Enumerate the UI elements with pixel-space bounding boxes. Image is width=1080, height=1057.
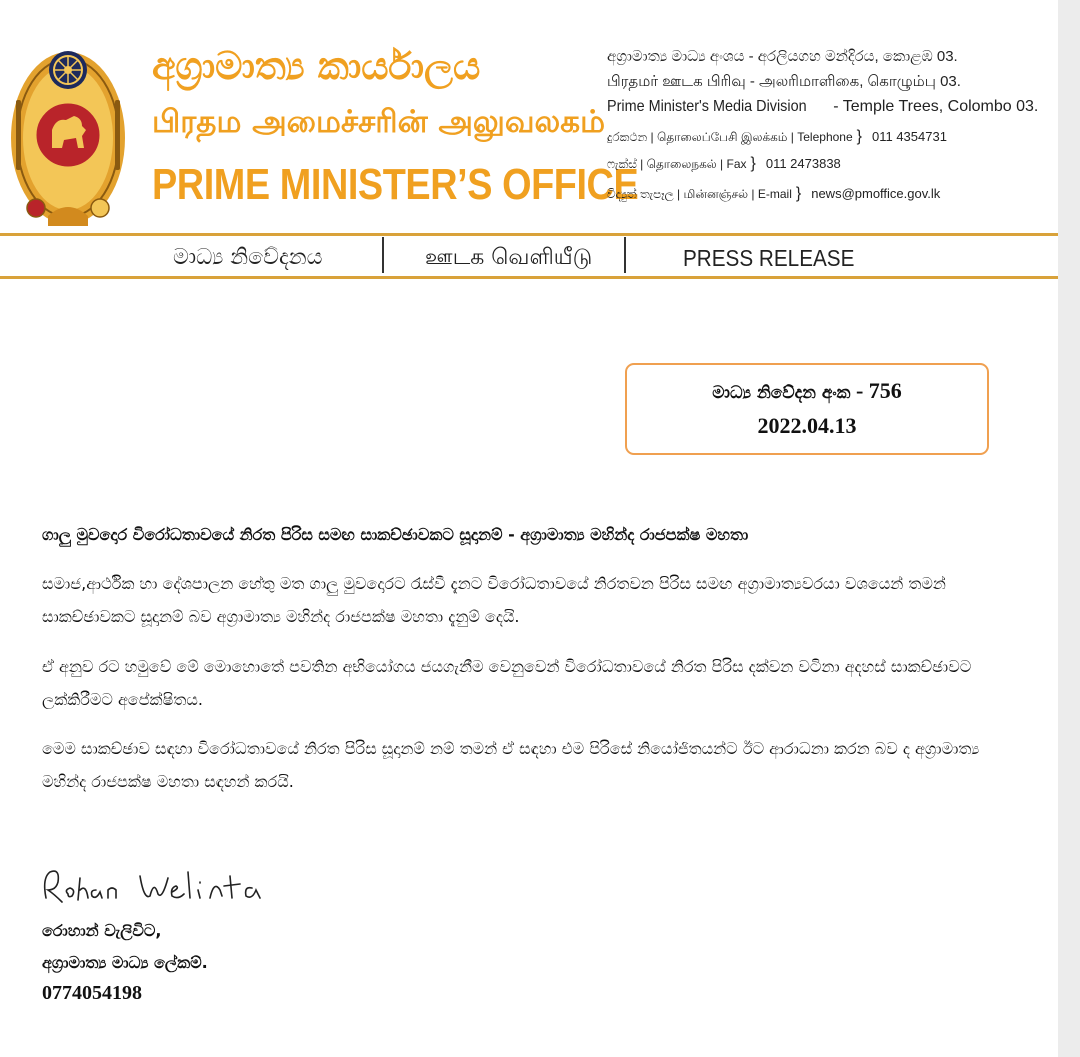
press-release-label-english: PRESS RELEASE	[683, 245, 855, 271]
band-top-rule	[0, 233, 1058, 236]
release-number-label: මාධ්‍ය නිවේදන අංක	[712, 383, 851, 403]
signatory-title: අග්‍රාමාත්‍ය මාධ්‍ය ලේකම්.	[42, 953, 208, 972]
band-divider	[382, 237, 384, 273]
signatory-name: රොහාන් වැලිවිට,	[42, 921, 162, 940]
release-headline: ගාලු මුවදොර විරෝධතාවයේ නිරත පිරිස සමඟ සාකච්ඡාවකට සූදානම් - අග්‍රාමාත්‍ය මහින්ද රාජපක්ෂ මහතා	[42, 525, 749, 544]
page-margin-strip	[1058, 0, 1080, 1057]
fax-labels: ෆැක්ස් | தொலைநகல் | Fax	[607, 157, 747, 171]
letterhead	[0, 0, 1058, 290]
email-row: විද්‍යුත් තැපෑල | மின்னஞ்சல் | E-mail } news@pmoffice.gov.lk	[607, 185, 941, 202]
email-labels: විද්‍යුත් තැපෑල | மின்னஞ்சல் | E-mail	[607, 187, 792, 201]
release-reference-box	[625, 363, 989, 455]
body-paragraph: ඒ අනුව රට හමුවේ මේ මොහොතේ පවතින අභියෝගය ජයගැනීම වෙනුවෙන් විරෝධතාවයේ නිරත පිරිස දක්වන වටිනා අදහස් සාකච්ඡාවට ලක්කිරීමට අපේක්ෂිතය.	[42, 657, 972, 709]
contact-address-sinhala: අග්‍රාමාත්‍ය මාධ්‍ය අංශය - අරලියගහ මන්දිරය, කොළඹ 03.	[607, 48, 958, 65]
email-address: news@pmoffice.gov.lk	[811, 186, 941, 201]
release-number: - 756	[855, 378, 902, 403]
address-english: - Temple Trees, Colombo 03.	[833, 98, 1039, 115]
release-date: 2022.04.13	[757, 413, 857, 438]
fax-row: ෆැක්ස් | தொலைநகல் | Fax } 011 2473838	[607, 155, 841, 172]
signatory-phone: 0774054198	[42, 982, 142, 1004]
contact-address-english	[607, 98, 1038, 116]
press-release-label-sinhala: මාධ්‍ය නිවේදනය	[173, 245, 323, 270]
office-title-tamil: பிரதம அமைச்சரின் அலுவலகம்	[152, 104, 606, 140]
body-paragraph: සමාජ,ආර්ථික හා දේශපාලන හේතු මත ගාලු මුවදොරට රැස්වී දැනට විරෝධතාවයේ නිරතවන පිරිස සමඟ අග්‍රාමාත්‍යවරයා වශයෙන් තමන් සාකච්ඡාවකට සූදානම් බව අග්‍රාමාත්‍ය මහින්ද රාජපක්ෂ මහතා දැනුම් දෙයි.	[42, 574, 946, 626]
telephone-labels: දුරකථන | தொலைப்பேசி இலக்கம் | Telephone	[607, 130, 853, 144]
press-release-label-tamil: ஊடக வெளியீடு	[425, 245, 593, 270]
band-bottom-rule	[0, 276, 1058, 279]
office-title-sinhala: අග්‍රාමාත්‍ය කාර්යාලය	[152, 44, 481, 88]
body-paragraph: මෙම සාකච්ඡාව සඳහා විරෝධතාවයේ නිරත පිරිස සූදානම් නම් තමන් ඒ සඳහා එම පිරිසේ නියෝජිතයන්ට ඊට ආරාධනා කරන බව ද අග්‍රාමාත්‍ය මහින්ද රාජපක්ෂ මහතා සඳහන් කරයි.	[42, 739, 980, 791]
fax-number: 011 2473838	[765, 156, 841, 171]
media-division-label: Prime Minister's Media Division	[607, 98, 807, 115]
handwritten-signature	[40, 860, 270, 915]
contact-address-tamil: பிரதமர் ஊடக பிரிவு - அலரிமாளிகை, கொழும்பு 03.	[607, 73, 961, 90]
office-title-english: PRIME MINISTER’S OFFICE	[152, 160, 639, 209]
band-divider	[624, 237, 626, 273]
release-number-line	[627, 378, 987, 404]
telephone-row: දුරකථන | தொலைப்பேசி இலக்கம் | Telephone } 011 4354731	[607, 128, 947, 145]
telephone-number: 011 4354731	[871, 129, 947, 144]
sri-lanka-emblem-icon	[8, 40, 128, 230]
